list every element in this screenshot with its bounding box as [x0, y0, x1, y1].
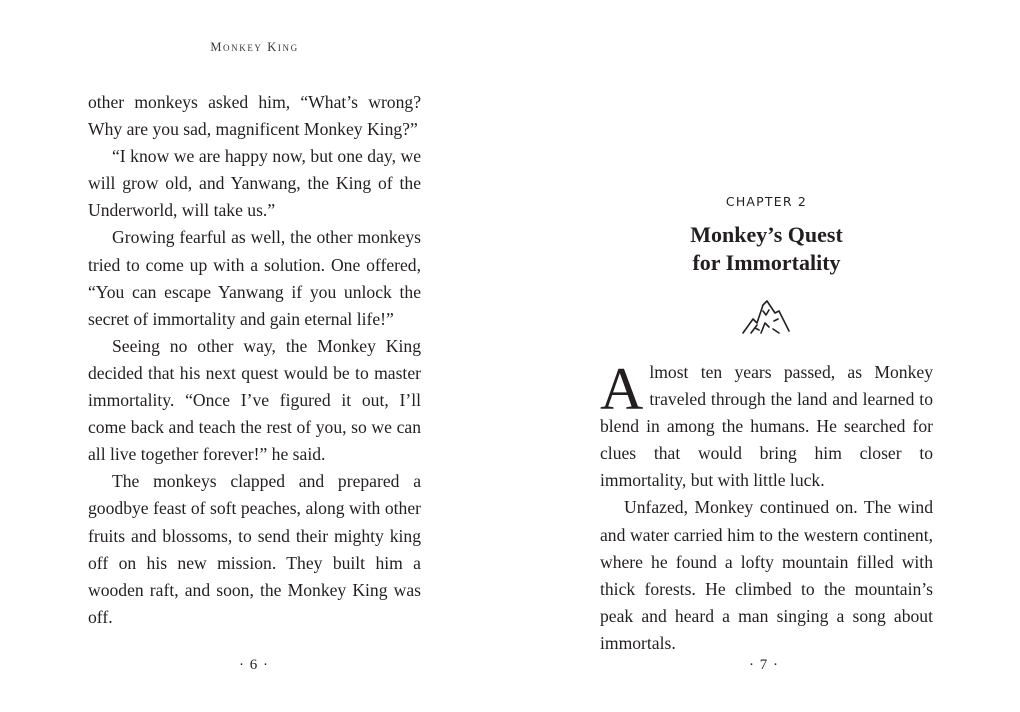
paragraph: The monkeys clapped and prepared a goodbye feast of soft peaches, along with other fruits and blossoms, to send their mighty king off on his new mission. They built him a wooden raft, and soon, the Monkey King was off.	[88, 471, 421, 627]
paragraph: other monkeys asked him, “What’s wrong? Why are you sad, magnificent Monkey King?”	[88, 92, 421, 140]
left-page-body	[88, 89, 421, 631]
right-page	[510, 0, 1020, 712]
drop-cap: A	[600, 356, 644, 422]
page-number: · 6 ·	[239, 657, 269, 673]
chapter-label: CHAPTER 2	[725, 194, 808, 209]
right-page-body	[600, 356, 933, 657]
chapter-title	[600, 221, 933, 277]
paragraph: Growing fearful as well, the other monkeys tried to come up with a solution. One offered, “You can escape Yanwang if you unlock the secret of immortality and gain eternal life!”	[88, 227, 421, 329]
paragraph: Unfazed, Monkey continued on. The wind and water carried him to the western continent, where he found a lofty mountain filled with thick forests. He climbed to the mountain’s peak and heard a man singing a song about immortals.	[600, 497, 933, 653]
mountain-icon	[741, 297, 791, 337]
chapter-title-line: Monkey’s Quest	[690, 222, 843, 247]
running-head: Monkey King	[210, 40, 299, 54]
paragraph: Seeing no other way, the Monkey King decided that his next quest would be to master immortality. “Once I’ve figured it out, I’ll come back and teach the rest of you, so we can all live together forever!” he said.	[88, 335, 421, 465]
chapter-title-line: for Immortality	[692, 250, 841, 275]
paragraph	[600, 356, 933, 494]
page-number: · 7 ·	[749, 657, 779, 673]
paragraph-text: lmost ten years passed, as Monkey traveled through the land and learned to blend in among the humans. He searched for clues that would bring him closer to immortality, but with little luck.	[600, 362, 933, 491]
paragraph: “I know we are happy now, but one day, we will grow old, and Yanwang, the King of the Underworld, will take us.”	[88, 146, 421, 221]
